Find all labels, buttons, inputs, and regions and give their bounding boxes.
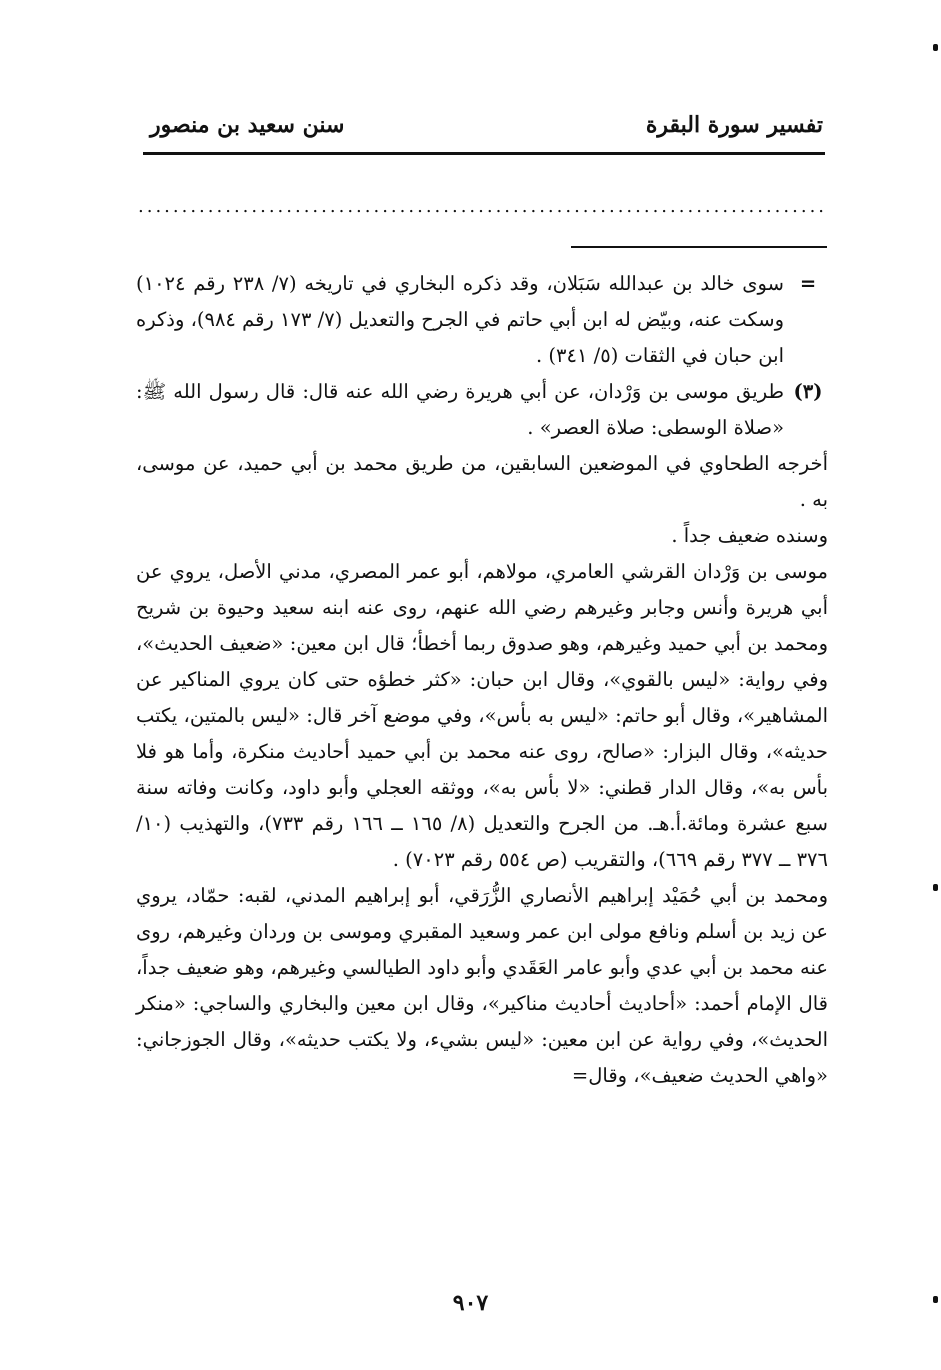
dotted-separator: ............................................................................... bbox=[138, 196, 828, 216]
scan-edge-mark bbox=[933, 1296, 938, 1303]
footnote-continued bbox=[136, 266, 828, 374]
para-muhammad: ومحمد بن أبي حُمَيْد إبراهيم الأنصاري الزُّرَقي، أبو إبراهيم المدني، لقبه: حمّاد، يروي عن زيد بن أسلم ونافع مولى ابن عمر وسعيد المقبري وموسى بن وردان وغيرهم، روى عنه محمد بن أبي عدي وأبو عامر العَقَدي وأبو داود الطيالسي وغيرهم، وهو ضعيف جداً، قال الإمام أحمد: «أحاديث أحاديث مناكير»، وقال ابن معين والبخاري والساجي: «منكر الحديث»، وفي رواية عن ابن معين: «ليس بشيء، ولا يكتب حديثه»، وقال الجوزجاني: «واهي الحديث ضعيف»، وقال= bbox=[136, 884, 828, 1087]
para-continued: سوى خالد بن عبدالله سَبَلان، وقد ذكره البخاري في تاريخه (٧/ ٢٣٨ رقم ١٠٢٤) وسكت عنه، وبيّض له ابن أبي حاتم في الجرح والتعديل (٧/ ١٧٣ رقم ٩٨٤)، وذكره ابن حبان في الثقات (٥/ ٣٤١) . bbox=[136, 272, 784, 367]
footnote-body bbox=[136, 266, 828, 1094]
header-rule bbox=[143, 152, 825, 155]
running-head-right: تفسير سورة البقرة bbox=[645, 112, 823, 138]
para-takhrij: أخرجه الطحاوي في الموضعين السابقين، من طريق محمد بن أبي حميد، عن موسى، به . bbox=[136, 452, 828, 511]
note-number: (٣) bbox=[793, 380, 823, 403]
para-note3: طريق موسى بن وَرْدان، عن أبي هريرة رضي الله عنه قال: قال رسول الله ﷺ: «صلاة الوسطى: صلاة العصر» . bbox=[136, 380, 784, 439]
para-musa: موسى بن وَرْدان القرشي العامري، مولاهم، أبو عمر المصري، مدني الأصل، يروي عن أبي هريرة وأنس وجابر وغيرهم رضي الله عنهم، روى عنه ابنه سعيد وحيوة بن شريح ومحمد بن أبي حميد وغيرهم، وهو صدوق ربما أخطأ؛ قال ابن معين: «ضعيف الحديث»، وفي رواية: «ليس بالقوي»، وقال ابن حبان: «كثر خطؤه حتى كان يروي المناكير عن المشاهير»، وقال أبو حاتم: «ليس به بأس»، وفي موضع آخر قال: «ليس بالمتين، يكتب حديثه»، وقال البزار: «صالح، روى عنه محمد بن أبي حميد أحاديث منكرة، وأما هو فلا بأس به»، وقال الدار قطني: «لا بأس به»، ووثقه العجلي وأبو داود، وكانت وفاته سنة سبع عشرة ومائة.أ.هـ. من الجرح والتعديل (٨/ ١٦٥ ــ ١٦٦ رقم ٧٣٣)، والتهذيب (١٠/ ٣٧٦ ــ ٣٧٧ رقم ٦٦٩)، والتقريب (ص ٥٥٤ رقم ٧٠٢٣) . bbox=[136, 560, 828, 871]
running-head-left: سنن سعيد بن منصور bbox=[150, 112, 345, 138]
continuation-marker: = bbox=[799, 272, 817, 295]
para-isnad: وسنده ضعيف جداً . bbox=[671, 524, 828, 547]
scan-edge-mark bbox=[933, 44, 938, 51]
footnote-rule bbox=[571, 246, 827, 248]
page-number: ٩٠٧ bbox=[452, 1290, 489, 1316]
scan-edge-mark bbox=[933, 884, 938, 891]
footnote-3 bbox=[136, 374, 828, 446]
